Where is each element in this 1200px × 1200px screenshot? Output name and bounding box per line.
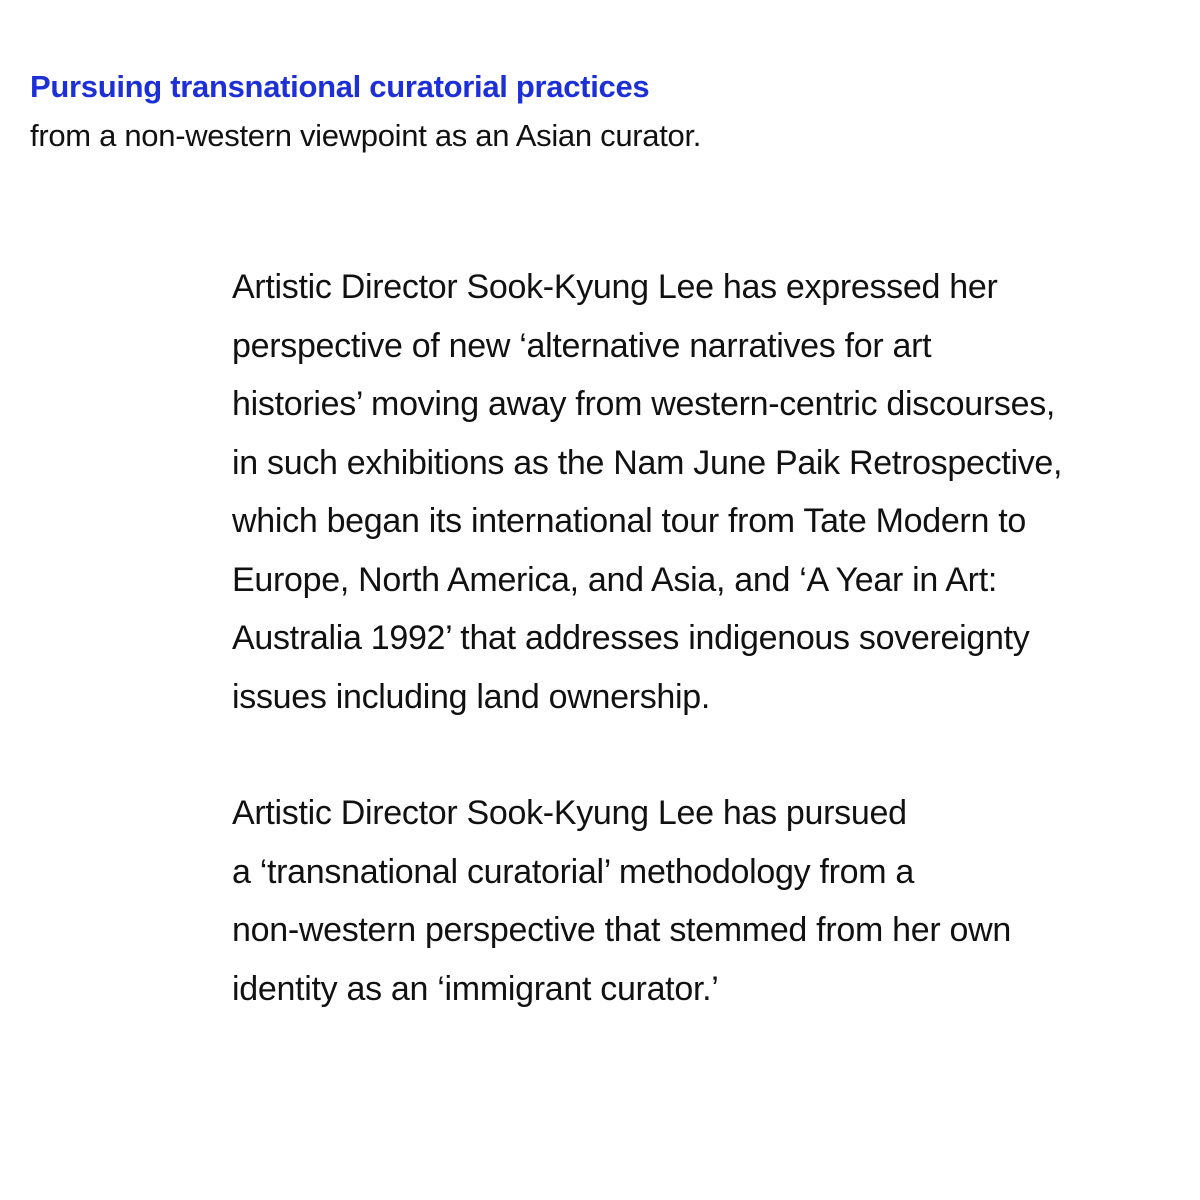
page-subtitle: from a non-western viewpoint as an Asian curator. [30,118,702,153]
article-body [232,258,1172,1018]
paragraph-transnational-methodology [232,784,1172,1018]
paragraph-line: a ‘transnational curatorial’ methodology from a [232,852,915,891]
paragraph-line: histories’ moving away from western-centric discourses, [232,385,1056,423]
paragraph-line: Artistic Director Sook-Kyung Lee has expressed her [232,268,998,306]
paragraph-expressed-perspective [232,258,1172,726]
paragraph-line: Europe, North America, and Asia, and ‘A Year in Art: [232,560,997,599]
paragraph-line: perspective of new ‘alternative narratives for art [232,326,932,365]
paragraph-line: issues including land ownership. [232,677,711,716]
paragraph-line: identity as an ‘immigrant curator.’ [232,969,719,1008]
paragraph-line: Artistic Director Sook-Kyung Lee has pursued [232,794,907,832]
paragraph-line: in such exhibitions as the Nam June Paik Retrospective, [232,443,1063,482]
paragraph-line: non-western perspective that stemmed from her own [232,911,1011,949]
intro-header [30,66,1130,157]
page-title: Pursuing transnational curatorial practices [30,69,650,104]
paragraph-line: Australia 1992’ that addresses indigenous sovereignty [232,619,1030,657]
paragraph-line: which began its international tour from Tate Modern to [232,502,1026,540]
